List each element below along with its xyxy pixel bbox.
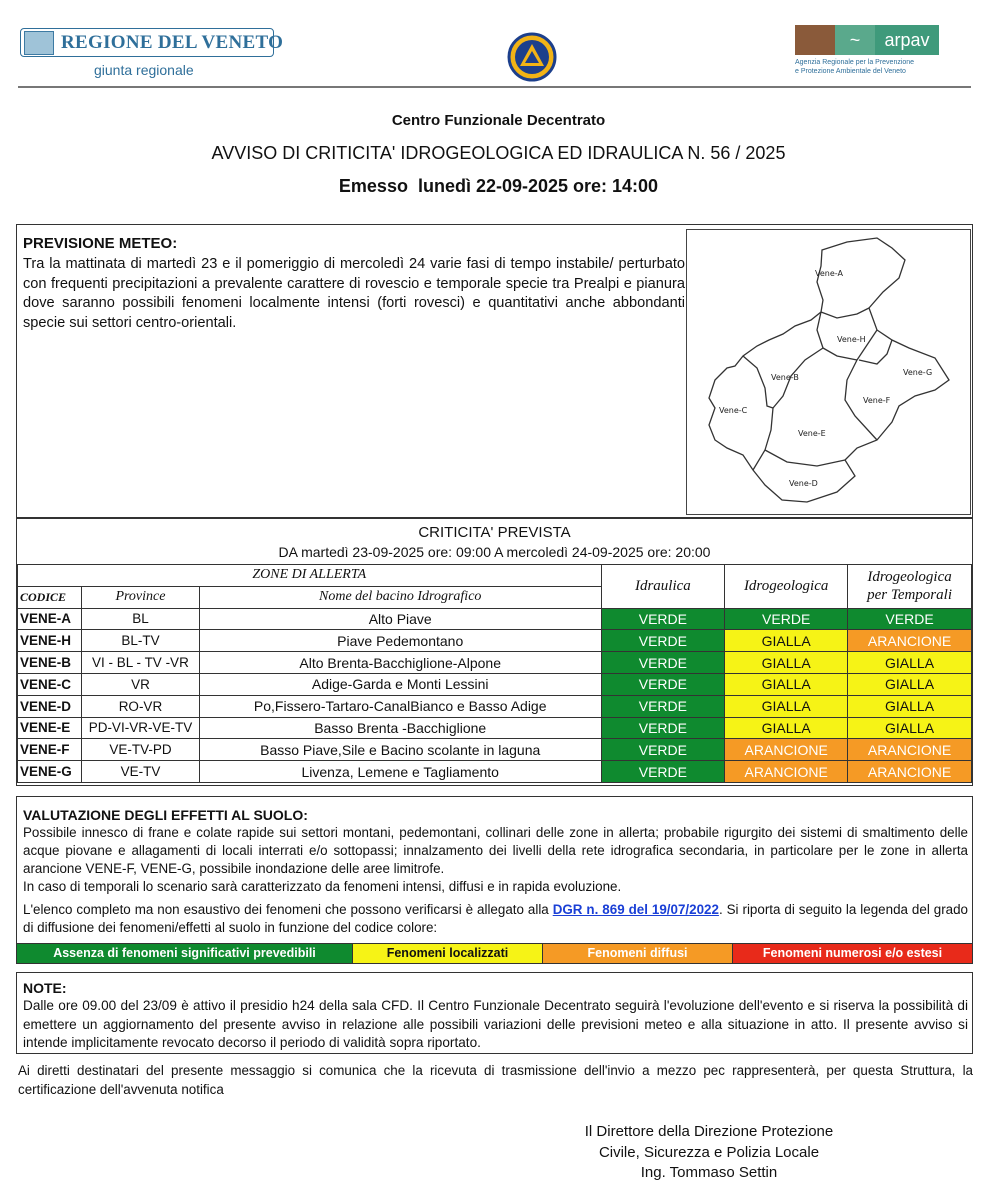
arpav-wordmark: arpav <box>875 25 939 55</box>
level-idraulica: VERDE <box>601 717 725 739</box>
criticita-section <box>16 518 973 786</box>
zone-basin: Livenza, Lemene e Tagliamento <box>199 761 601 783</box>
dgr-link[interactable]: DGR n. 869 del 19/07/2022 <box>552 902 719 917</box>
signature-line-3: Ing. Tommaso Settin <box>640 1164 778 1181</box>
regione-veneto-logo <box>20 28 284 82</box>
col-idrogeologica: Idrogeologica <box>725 565 848 609</box>
level-idrogeologica: GIALLA <box>725 652 848 674</box>
level-idrogeologica: GIALLA <box>725 717 848 739</box>
level-idraulica: VERDE <box>601 695 725 717</box>
signature-line-2: Civile, Sicurezza e Polizia Locale <box>598 1143 820 1161</box>
zone-code: VENE-D <box>18 695 82 717</box>
notes-heading: NOTE: <box>23 980 67 996</box>
level-temporali: GIALLA <box>848 695 972 717</box>
level-idrogeologica: GIALLA <box>725 630 848 652</box>
border-b-c <box>743 356 773 408</box>
veneto-map-svg <box>687 230 972 516</box>
valutazione-reference-end: . Si riporta di seguito la legenda del grado di diffusione dei fenomeni/effetti al suolo in funzione del codice colore: <box>23 902 969 935</box>
region-name: REGIONE DEL VENETO <box>61 32 284 53</box>
issued-line: Emesso lunedì 22-09-2025 ore: 14:00 <box>338 176 659 196</box>
level-temporali: ARANCIONE <box>848 761 972 783</box>
level-idraulica: VERDE <box>601 608 725 630</box>
notes-text: Dalle ore 09.00 del 23/09 è attivo il presidio h24 della sala CFD. Il Centro Funzionale Decentrato seguirà l'evoluzione dell'evento e si riserva la possibilità di emettere un aggiornamento del presente avviso in relazione alle possibili variazioni delle previsioni meteo e alla situazione in atto. Il presente avviso si intende implicitamente revocato decorso il periodo di validità sopra riportato. <box>23 998 968 1050</box>
signature-block <box>549 1122 869 1184</box>
zone-province: BL <box>81 608 199 630</box>
legend-rossa: Fenomeni numerosi e/o estesi <box>733 944 972 963</box>
table-row <box>18 761 972 783</box>
zone-code: VENE-C <box>18 673 82 695</box>
table-row <box>18 695 972 717</box>
border-e-d <box>765 450 845 466</box>
col-temporali <box>848 565 972 609</box>
criticita-period: DA martedì 23-09-2025 ore: 09:00 A mercoledì 24-09-2025 ore: 20:00 <box>278 544 711 560</box>
zone-basin: Adige-Garda e Monti Lessini <box>199 673 601 695</box>
col-temporali-line-1: Idrogeologica <box>867 569 952 586</box>
level-idraulica: VERDE <box>601 739 725 761</box>
table-row <box>18 673 972 695</box>
table-row <box>18 739 972 761</box>
table-header-row-1 <box>18 565 972 587</box>
map-label-vene-d: Vene-D <box>789 479 818 488</box>
valutazione-box <box>16 796 973 964</box>
table-row <box>18 652 972 674</box>
border-c-e <box>753 408 773 470</box>
col-temporali-line-2: per Temporali <box>867 587 952 604</box>
lion-emblem-icon <box>24 31 54 55</box>
zone-code: VENE-A <box>18 608 82 630</box>
level-idraulica: VERDE <box>601 652 725 674</box>
map-label-vene-a: Vene-A <box>815 269 843 278</box>
map-label-vene-f: Vene-F <box>863 396 891 405</box>
arpav-desc-line-2: e Protezione Ambientale del Veneto <box>795 68 906 75</box>
zone-basin: Piave Pedemontano <box>199 630 601 652</box>
pec-notice: Ai diretti destinatari del presente messaggio si comunica che la ricevuta di trasmissione dell'invio a mezzo pec rappresenterà, per questa Struttura, la certificazione dell'avvenuta notifica <box>18 1063 973 1097</box>
zone-code: VENE-G <box>18 761 82 783</box>
signature-line-1: Il Direttore della Direzione Protezione <box>584 1123 834 1140</box>
arpav-desc-line-1: Agenzia Regionale per la Prevenzione <box>795 59 915 66</box>
col-idraulica: Idraulica <box>601 565 725 609</box>
zone-code: VENE-B <box>18 652 82 674</box>
zones-header: ZONE DI ALLERTA <box>18 565 602 587</box>
header-divider <box>18 86 971 88</box>
center-title: Centro Funzionale Decentrato <box>391 112 606 129</box>
level-idraulica: VERDE <box>601 630 725 652</box>
valutazione-reference <box>23 901 968 937</box>
criticita-table-body <box>18 608 972 782</box>
map-label-vene-h: Vene-H <box>837 335 866 344</box>
notice-title: AVVISO DI CRITICITA' IDROGEOLOGICA ED IDRAULICA N. 56 / 2025 <box>211 143 786 163</box>
protezione-civile-logo-icon <box>507 32 557 82</box>
valutazione-paragraph-2: In caso di temporali lo scenario sarà caratterizzato da fenomeni intensi, diffusi e in rapida evoluzione. <box>23 879 622 894</box>
zone-province: PD-VI-VR-VE-TV <box>81 717 199 739</box>
map-label-vene-b: Vene-B <box>771 373 799 382</box>
zone-basin: Basso Piave,Sile e Bacino scolante in laguna <box>199 739 601 761</box>
zone-province: VI - BL - TV -VR <box>81 652 199 674</box>
zone-province: VE-TV-PD <box>81 739 199 761</box>
map-label-vene-g: Vene-G <box>903 368 933 377</box>
zone-province: VR <box>81 673 199 695</box>
zone-code: VENE-E <box>18 717 82 739</box>
col-province: Province <box>81 586 199 608</box>
valutazione-heading: VALUTAZIONE DEGLI EFFETTI AL SUOLO: <box>23 807 308 823</box>
zone-code: VENE-F <box>18 739 82 761</box>
notes-box <box>16 972 973 1054</box>
zone-province: VE-TV <box>81 761 199 783</box>
zone-basin: Basso Brenta -Bacchiglione <box>199 717 601 739</box>
region-subtitle: giunta regionale <box>94 62 194 78</box>
arpav-logo <box>795 25 965 81</box>
level-temporali: GIALLA <box>848 652 972 674</box>
meteo-text: Tra la mattinata di martedì 23 e il pomeriggio di mercoledì 24 varie fasi di tempo instabile/ perturbato con frequenti precipitazioni a prevalente carattere di rovescio e temporale specie tra Prealpi e pianura dove saranno possibili fenomeni localmente intensi (forti rovesci) e quantitativi anche abbondanti specie sui settori centro-orientali. <box>23 256 685 331</box>
level-temporali: ARANCIONE <box>848 630 972 652</box>
level-idraulica: VERDE <box>601 673 725 695</box>
zone-province: BL-TV <box>81 630 199 652</box>
table-row <box>18 630 972 652</box>
level-idraulica: VERDE <box>601 761 725 783</box>
level-idrogeologica: VERDE <box>725 608 848 630</box>
arpav-photo-icon <box>795 25 835 55</box>
criticita-table <box>17 564 972 783</box>
meteo-heading: PREVISIONE METEO: <box>23 235 178 252</box>
zone-code: VENE-H <box>18 630 82 652</box>
valutazione-reference-start: L'elenco completo ma non esaustivo dei fenomeni che possono verificarsi è allegato alla <box>23 902 553 917</box>
map-label-vene-c: Vene-C <box>719 406 748 415</box>
legend-verde: Assenza di fenomeni significativi prevedibili <box>17 944 353 963</box>
level-temporali: ARANCIONE <box>848 739 972 761</box>
legend-gialla: Fenomeni localizzati <box>353 944 543 963</box>
col-code: CODICE <box>18 586 82 608</box>
level-idrogeologica: ARANCIONE <box>725 761 848 783</box>
table-row <box>18 608 972 630</box>
col-basin: Nome del bacino Idrografico <box>199 586 601 608</box>
table-row <box>18 717 972 739</box>
level-idrogeologica: GIALLA <box>725 673 848 695</box>
level-idrogeologica: ARANCIONE <box>725 739 848 761</box>
valutazione-paragraph-1: Possibile innesco di frane e colate rapide sui settori montani, pedemontani, collinari delle zone in allerta; probabile rigurgito dei sistemi di smaltimento delle acque piovane e allagamenti di locali interrati e/o sottopassi; innalzamento dei livelli della rete idrografica secondaria, in particolare per le zone in allerta arancione VENE-F, VENE-G, possibile inondazione delle aree limitrofe. <box>23 825 968 876</box>
level-idrogeologica: GIALLA <box>725 695 848 717</box>
arpav-description <box>795 58 914 76</box>
map-label-vene-e: Vene-E <box>798 429 826 438</box>
meteo-forecast-box <box>16 224 973 518</box>
level-temporali: GIALLA <box>848 673 972 695</box>
level-temporali: GIALLA <box>848 717 972 739</box>
zone-basin: Alto Brenta-Bacchiglione-Alpone <box>199 652 601 674</box>
criticita-heading: CRITICITA' PREVISTA <box>418 524 571 541</box>
zone-basin: Alto Piave <box>199 608 601 630</box>
level-temporali: VERDE <box>848 608 972 630</box>
zone-basin: Po,Fissero-Tartaro-CanalBianco e Basso Adige <box>199 695 601 717</box>
document-header <box>0 0 997 90</box>
border-a-h <box>821 308 869 318</box>
zone-province: RO-VR <box>81 695 199 717</box>
color-legend <box>17 943 972 963</box>
regione-veneto-frame <box>20 28 284 57</box>
legend-arancione: Fenomeni diffusi <box>543 944 733 963</box>
alert-zones-map <box>686 229 971 515</box>
arpav-wave-icon: ~ <box>835 25 875 55</box>
valutazione-text <box>23 824 968 896</box>
